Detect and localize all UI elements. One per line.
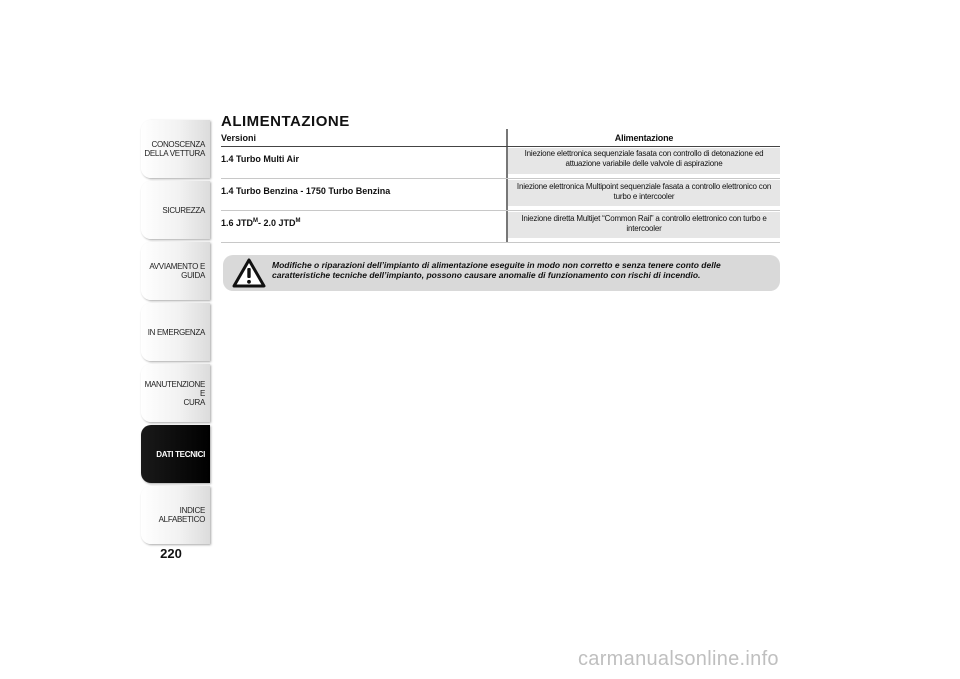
tab-in-emergenza[interactable]: IN EMERGENZA: [141, 303, 210, 361]
table-row: [221, 211, 780, 243]
supply-cell: Iniezione elettronica Multipoint sequenziale fasata a controllo elettronico con turbo e intercooler: [508, 180, 780, 206]
table-header-row: [221, 129, 780, 147]
tab-avviamento-e-guida[interactable]: AVVIAMENTO E GUIDA: [141, 242, 210, 300]
table-row: [221, 147, 780, 179]
tab-manutenzione-e-cura[interactable]: MANUTENZIONE E CURA: [141, 364, 210, 422]
table-row: [221, 179, 780, 211]
header-versions: Versioni: [221, 129, 508, 146]
version-text: 1.6 JTD: [221, 218, 254, 228]
version-cell: [221, 211, 508, 242]
warning-box: [223, 255, 780, 291]
section-title: ALIMENTAZIONE: [221, 113, 350, 130]
page-number: 220: [160, 546, 182, 561]
supply-cell: Iniezione diretta Multijet “Common Rail” a controllo elettronico con turbo e intercooler: [508, 212, 780, 238]
tab-conoscenza-della-vettura[interactable]: CONOSCENZA DELLA VETTURA: [141, 120, 210, 178]
tab-indice-alfabetico[interactable]: INDICE ALFABETICO: [141, 486, 210, 544]
watermark: carmanualsonline.info: [578, 648, 779, 670]
version-cell: 1.4 Turbo Benzina - 1750 Turbo Benzina: [221, 179, 508, 210]
tab-dati-tecnici[interactable]: DATI TECNICI: [141, 425, 210, 483]
version-subscript: M: [295, 218, 301, 224]
supply-cell: Iniezione elettronica sequenziale fasata con controllo di detonazione ed attuazione variabile delle valvole di aspirazione: [508, 148, 780, 174]
warning-text: Modifiche o riparazioni dell’impianto di alimentazione eseguite in modo non corretto e senza tenere conto delle caratteristiche tecniche dell’impianto, possono causare anomalie di funzionamento con rischi di incendio.: [272, 260, 721, 280]
version-cell: 1.4 Turbo Multi Air: [221, 147, 508, 178]
warning-triangle-icon: [232, 258, 266, 288]
version-text: - 2.0 JTD: [258, 218, 296, 228]
tab-sicurezza[interactable]: SICUREZZA: [141, 181, 210, 239]
header-supply: Alimentazione: [614, 132, 674, 143]
fuel-supply-table: [221, 129, 780, 243]
version-subscript: M: [253, 218, 259, 224]
